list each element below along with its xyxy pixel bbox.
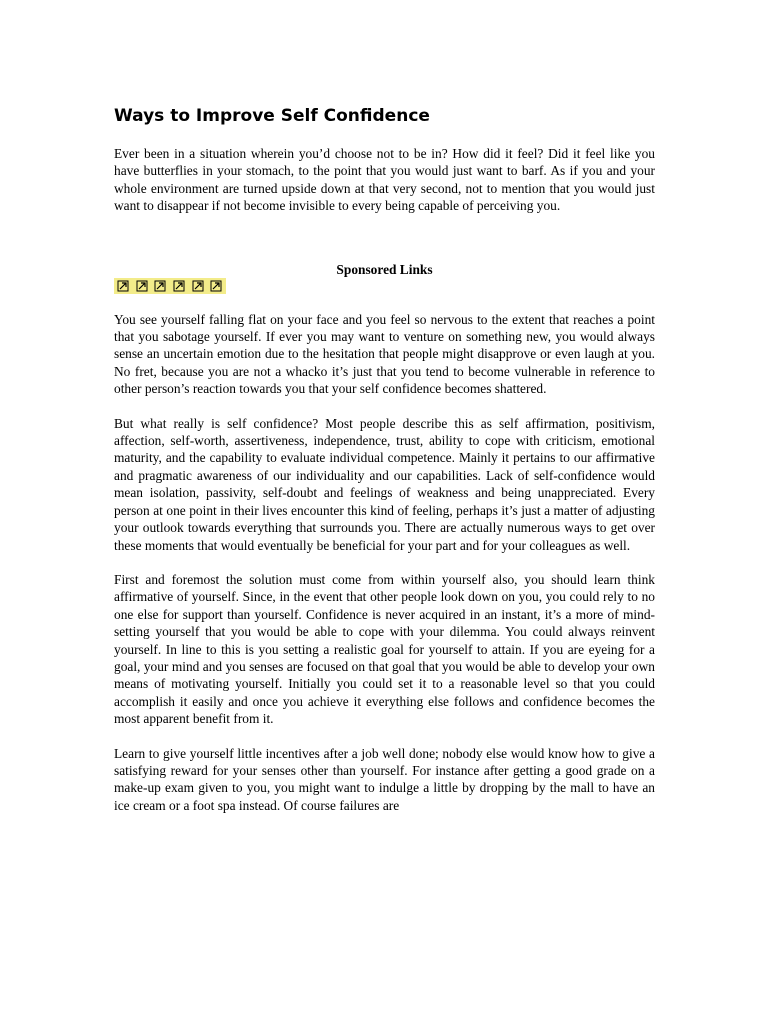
page-title: Ways to Improve Self Confidence: [114, 106, 430, 126]
paragraph-solution: First and foremost the solution must come from within yourself also, you should learn think affirmative of yourself. Since, in the event that other people look down on you, you could rely to no one else for support than yourself. Confidence is never acquired in an instant, it’s a more of mind-setting yourself that you would be able to cope with your dilemma. You could always reinvent yourself. In line to this is you setting a realistic goal for yourself to attain. If you are eyeing for a goal, your mind and you senses are focused on that goal that you would be able to develop your own means of motivating yourself. Initially you could set it to a reasonable level so that you could accomplish it easily and once you achieve it everything else follows and confidence becomes the most apparent benefit from it.: [114, 571, 655, 727]
paragraph-falling-flat: You see yourself falling flat on your face and you feel so nervous to the extent that reaches a point that you sabotage yourself. If ever you may want to venture on something new, you would always sense an uncertain emotion due to the hesitation that people might disapprove or even laugh at you. No fret, because you are not a whacko it’s just that you tend to become vulnerable in reference to other person’s reaction towards you that your self confidence becomes shattered.: [114, 311, 655, 397]
link-arrow-icon[interactable]: [188, 278, 207, 294]
link-arrow-icon[interactable]: [170, 278, 189, 294]
link-arrow-icon[interactable]: [207, 278, 226, 294]
link-arrow-icon[interactable]: [114, 278, 133, 294]
paragraph-definition: But what really is self confidence? Most people describe this as self affirmation, positivism, affection, self-worth, assertiveness, independence, trust, ability to cope with criticism, emotional maturity, and the capability to evaluate individual competence. Mainly it pertains to our affirmative and pragmatic awareness of our individuality and our capabilities. Lack of self-confidence would mean isolation, passivity, self-doubt and feelings of weakness and being unappreciated. Every person at one point in their lives encounter this kind of feeling, perhaps it’s just a matter of adjusting your outlook towards everything that surrounds you. There are actually numerous ways to get over these moments that would eventually be beneficial for your part and for your colleagues as well.: [114, 415, 655, 553]
link-arrow-icon[interactable]: [151, 278, 170, 294]
paragraph-incentives: Learn to give yourself little incentives after a job well done; nobody else would know how to give a satisfying reward for your senses other than yourself. For instance after getting a good grade on a make-up exam given to you, you might want to indulge a little by dropping by the mall to have an ice cream or a foot spa instead. Of course failures are: [114, 745, 655, 813]
sponsored-links-bar[interactable]: [114, 278, 226, 294]
document-page: [114, 105, 655, 814]
sponsored-links-heading: Sponsored Links: [336, 261, 433, 277]
paragraph-intro: Ever been in a situation wherein you’d choose not to be in? How did it feel? Did it feel like you have butterflies in your stomach, to the point that you would just want to barf. As if you and your whole environment are turned upside down at that very second, not to mention that you would just want to disappear if not become invisible to every being capable of perceiving you.: [114, 146, 655, 214]
link-arrow-icon[interactable]: [133, 278, 152, 294]
